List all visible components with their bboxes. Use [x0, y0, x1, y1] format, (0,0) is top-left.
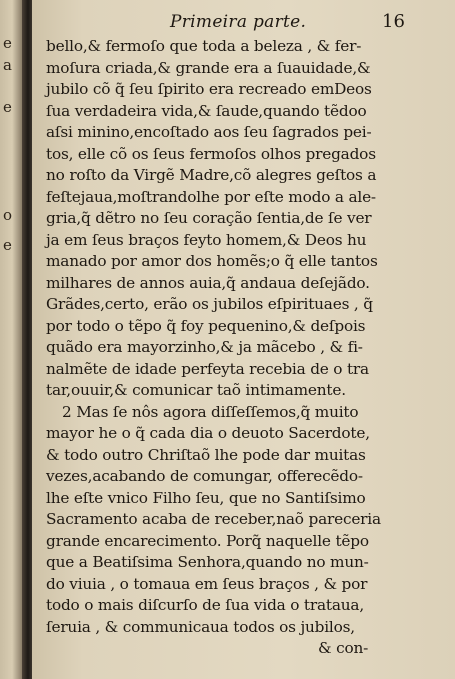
text-line: moſura criada,& grande era a ſuauidade,& — [46, 58, 371, 77]
text-line: todo o mais diſcurſo de ſua vida o trataua, — [46, 596, 364, 614]
catchword: & con- — [318, 639, 369, 657]
margin-fragment: e — [3, 236, 12, 254]
page-number: 16 — [382, 11, 405, 32]
text-line: manado por amor dos homẽs;o q̃ elle tantos — [46, 252, 378, 270]
book-page — [32, 0, 455, 679]
text-line: aſsi minino,encoſtado aos ſeu ſagrados pei- — [46, 123, 372, 141]
running-head: Primeira parte. — [170, 12, 307, 32]
text-line: mayor he o q̃ cada dia o deuoto Sacerdote, — [46, 424, 370, 442]
facing-page-edge — [0, 0, 22, 679]
text-line: ja em ſeus braços feyto homem,& Deos hu — [46, 230, 367, 249]
text-line: milhares de annos auia,q̃ andaua deſejãdo. — [46, 273, 370, 292]
text-line: tar,ouuir,& comunicar taõ intimamente. — [46, 381, 346, 399]
text-line: tos, elle cõ os ſeus fermoſos olhos pregados — [46, 144, 376, 163]
page-header — [32, 12, 455, 36]
text-line: jubilo cõ q̃ ſeu ſpirito era recreado emDeos — [46, 80, 372, 98]
text-line: & todo outro Chriſtaõ lhe pode dar muitas — [46, 445, 366, 464]
paragraph-start-line: 2 Mas ſe nôs agora diſſeſſemos,q̃ muito — [62, 402, 359, 421]
text-line: bello,& fermoſo que toda a beleza , & fer- — [46, 37, 362, 55]
text-line: quãdo era mayorzinho,& ja mãcebo , & fi- — [46, 338, 363, 356]
text-line: do viuia , o tomaua em ſeus braços , & por — [46, 574, 368, 593]
text-line: ſua verdadeira vida,& ſaude,quando tẽdoo — [46, 101, 367, 120]
text-line: Sacramento acaba de receber,naõ pareceria — [46, 510, 381, 528]
margin-fragment: o — [3, 206, 13, 224]
margin-fragment: e — [3, 34, 12, 52]
text-line: no roſto da Virgẽ Madre,cõ alegres geſtos a — [46, 166, 377, 184]
body-text — [46, 36, 406, 660]
margin-fragment: e — [3, 98, 12, 116]
text-line: que a Beatiſsima Senhora,quando no mun- — [46, 553, 369, 571]
text-line: grande encarecimento. Porq̃ naquelle tẽpo — [46, 531, 369, 550]
margin-fragment: a — [3, 56, 12, 74]
text-line: nalmẽte de idade perfeyta recebia de o tra — [46, 359, 369, 378]
text-line: ſeruia , & communicaua todos os jubilos, — [46, 617, 355, 636]
text-line: por todo o tẽpo q̃ foy pequenino,& deſpois — [46, 316, 366, 335]
text-line: Grãdes,certo, erão os jubilos eſpirituaes , q̃ — [46, 295, 373, 313]
text-line: feſtejaua,moſtrandolhe por eſte modo a ale- — [46, 187, 376, 206]
text-line: lhe eſte vnico Filho ſeu, que no Santiſsimo — [46, 488, 366, 507]
book-gutter — [22, 0, 32, 679]
text-line: gria,q̃ dẽtro no ſeu coração ſentia,de ſe ver — [46, 209, 372, 227]
text-line: vezes,acabando de comungar, offerecẽdo- — [46, 467, 363, 485]
